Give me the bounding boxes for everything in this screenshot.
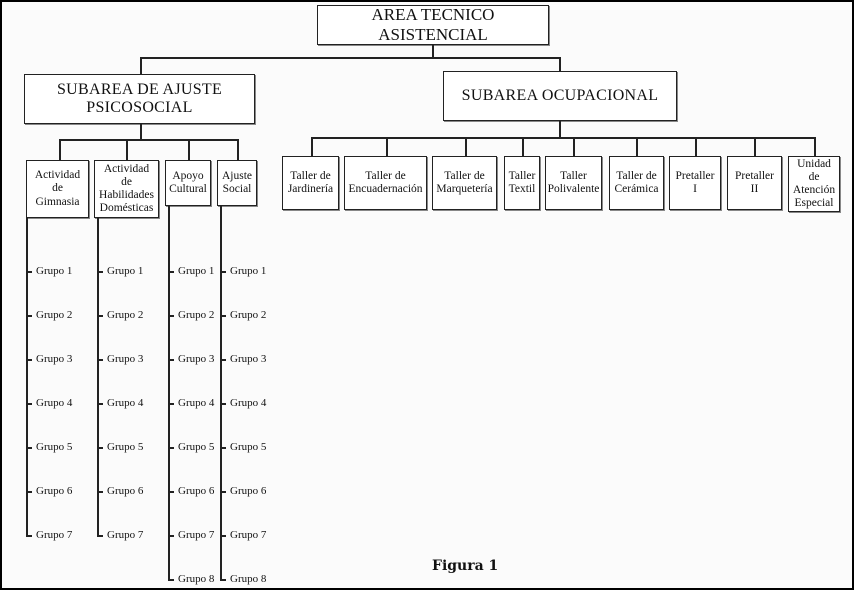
group-label: Grupo 6 bbox=[178, 485, 215, 497]
group-label: Grupo 6 bbox=[230, 485, 267, 497]
group-label: Grupo 3 bbox=[230, 353, 267, 365]
connector-line bbox=[97, 218, 99, 536]
connector-line bbox=[237, 139, 239, 161]
group-label: Grupo 1 bbox=[230, 265, 267, 277]
connector-line bbox=[59, 139, 237, 141]
connector-line bbox=[220, 491, 226, 493]
unit-3: Ajuste Social bbox=[217, 160, 257, 206]
group-label: Grupo 2 bbox=[178, 309, 215, 321]
subarea-ocupacional: SUBAREA OCUPACIONAL bbox=[443, 71, 677, 121]
connector-line bbox=[97, 315, 103, 317]
connector-line bbox=[26, 447, 32, 449]
connector-line bbox=[220, 271, 226, 273]
connector-line bbox=[220, 315, 226, 317]
group-label: Grupo 4 bbox=[107, 397, 144, 409]
connector-line bbox=[559, 121, 561, 138]
root-node: AREA TECNICO ASISTENCIAL bbox=[317, 5, 549, 45]
connector-line bbox=[26, 535, 32, 537]
unit-0: Actividad de Gimnasia bbox=[26, 160, 89, 218]
connector-line bbox=[814, 137, 816, 157]
connector-line bbox=[97, 403, 103, 405]
group-label: Grupo 7 bbox=[178, 529, 215, 541]
group-label: Grupo 3 bbox=[178, 353, 215, 365]
connector-line bbox=[97, 447, 103, 449]
connector-line bbox=[168, 359, 174, 361]
connector-line bbox=[220, 579, 226, 581]
connector-line bbox=[26, 218, 28, 536]
group-label: Grupo 1 bbox=[107, 265, 144, 277]
group-label: Grupo 6 bbox=[36, 485, 73, 497]
connector-line bbox=[522, 137, 524, 157]
connector-line bbox=[559, 57, 561, 72]
connector-line bbox=[168, 315, 174, 317]
connector-line bbox=[311, 137, 313, 157]
group-label: Grupo 4 bbox=[178, 397, 215, 409]
connector-line bbox=[26, 271, 32, 273]
group-label: Grupo 3 bbox=[107, 353, 144, 365]
unit-2: Apoyo Cultural bbox=[165, 160, 211, 206]
connector-line bbox=[220, 206, 222, 580]
group-label: Grupo 5 bbox=[107, 441, 144, 453]
connector-line bbox=[220, 359, 226, 361]
connector-line bbox=[168, 535, 174, 537]
connector-line bbox=[97, 271, 103, 273]
group-label: Grupo 4 bbox=[230, 397, 267, 409]
group-label: Grupo 2 bbox=[36, 309, 73, 321]
unit-1: Actividad de Habilidades Domésticas bbox=[94, 160, 159, 218]
group-label: Grupo 4 bbox=[36, 397, 73, 409]
connector-line bbox=[59, 139, 61, 161]
workshop-1: Taller de Encuadernación bbox=[344, 156, 427, 210]
figure-caption: Figura 1 bbox=[432, 558, 499, 574]
connector-line bbox=[188, 139, 190, 161]
group-label: Grupo 2 bbox=[107, 309, 144, 321]
workshop-3: Taller Textil bbox=[504, 156, 540, 210]
group-label: Grupo 6 bbox=[107, 485, 144, 497]
group-label: Grupo 7 bbox=[230, 529, 267, 541]
group-label: Grupo 7 bbox=[36, 529, 73, 541]
workshop-0: Taller de Jardinería bbox=[282, 156, 339, 210]
connector-line bbox=[386, 137, 388, 157]
group-label: Grupo 8 bbox=[230, 573, 267, 585]
subarea-ajuste-psicosocial: SUBAREA DE AJUSTE PSICOSOCIAL bbox=[24, 74, 255, 124]
connector-line bbox=[168, 491, 174, 493]
workshop-2: Taller de Marquetería bbox=[432, 156, 497, 210]
group-label: Grupo 3 bbox=[36, 353, 73, 365]
connector-line bbox=[220, 447, 226, 449]
group-label: Grupo 5 bbox=[178, 441, 215, 453]
connector-line bbox=[168, 271, 174, 273]
connector-line bbox=[140, 124, 142, 140]
group-label: Grupo 7 bbox=[107, 529, 144, 541]
connector-line bbox=[126, 139, 128, 161]
group-label: Grupo 2 bbox=[230, 309, 267, 321]
group-label: Grupo 1 bbox=[178, 265, 215, 277]
group-label: Grupo 8 bbox=[178, 573, 215, 585]
workshop-5: Taller de Cerámica bbox=[609, 156, 664, 210]
connector-line bbox=[97, 491, 103, 493]
group-label: Grupo 5 bbox=[36, 441, 73, 453]
connector-line bbox=[140, 57, 560, 59]
connector-line bbox=[636, 137, 638, 157]
workshop-7: Pretaller II bbox=[727, 156, 782, 210]
workshop-8: Unidad de Atención Especial bbox=[788, 156, 840, 212]
connector-line bbox=[695, 137, 697, 157]
connector-line bbox=[220, 535, 226, 537]
connector-line bbox=[754, 137, 756, 157]
connector-line bbox=[573, 137, 575, 157]
connector-line bbox=[168, 206, 170, 580]
connector-line bbox=[97, 535, 103, 537]
connector-line bbox=[220, 403, 226, 405]
connector-line bbox=[168, 579, 174, 581]
connector-line bbox=[26, 403, 32, 405]
connector-line bbox=[26, 359, 32, 361]
connector-line bbox=[168, 447, 174, 449]
connector-line bbox=[26, 491, 32, 493]
connector-line bbox=[168, 403, 174, 405]
workshop-4: Taller Polivalente bbox=[545, 156, 602, 210]
group-label: Grupo 1 bbox=[36, 265, 73, 277]
group-label: Grupo 5 bbox=[230, 441, 267, 453]
workshop-6: Pretaller I bbox=[669, 156, 721, 210]
connector-line bbox=[97, 359, 103, 361]
connector-line bbox=[465, 137, 467, 157]
connector-line bbox=[26, 315, 32, 317]
connector-line bbox=[140, 57, 142, 75]
